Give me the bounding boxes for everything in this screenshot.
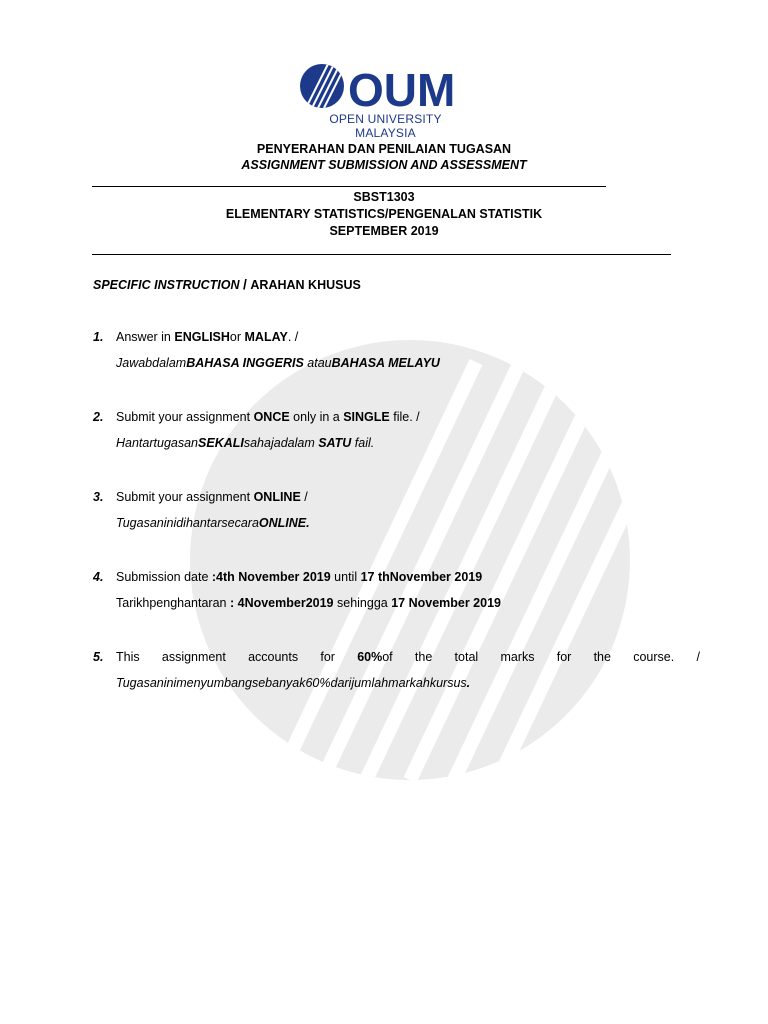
heading-english: SPECIFIC INSTRUCTION xyxy=(93,278,240,292)
item-line-malay: TugasaninidihantarsecaraONLINE. xyxy=(116,516,310,530)
heading-separator: / xyxy=(243,276,247,292)
university-name: OPEN UNIVERSITY MALAYSIA xyxy=(329,112,442,140)
title-malay: PENYERAHAN DAN PENILAIAN TUGASAN xyxy=(256,142,512,156)
heading-malay: ARAHAN KHUSUS xyxy=(250,278,361,292)
item-number: 2. xyxy=(93,410,104,424)
item-line-english: Answer in ENGLISHor MALAY. / xyxy=(116,330,299,344)
course-code: SBST1303 xyxy=(353,190,415,204)
instruction-heading xyxy=(93,276,361,292)
course-name: ELEMENTARY STATISTICS/PENGENALAN STATISTIK xyxy=(225,207,543,221)
item-line-english: This assignment accounts for 60%of the total marks for the course. / xyxy=(116,650,700,664)
semester: SEPTEMBER 2019 xyxy=(329,224,439,238)
svg-text:OUM: OUM xyxy=(348,64,456,116)
item-line-malay: Tugasaninimenyumbangsebanyak60%darijumlahmarkahkursus. xyxy=(116,676,471,690)
item-line-english: Submission date :4th November 2019 until 17 thNovember 2019 xyxy=(116,570,483,584)
divider-1 xyxy=(92,186,606,187)
title-english: ASSIGNMENT SUBMISSION AND ASSESSMENT xyxy=(241,158,527,172)
item-line-malay: HantartugasanSEKALIsahajadalam SATU fail. xyxy=(116,436,375,450)
item-number: 1. xyxy=(93,330,104,344)
item-line-malay: Tarikhpenghantaran : 4November2019 sehingga 17 November 2019 xyxy=(116,596,501,610)
item-line-english: Submit your assignment ONCE only in a SINGLE file. / xyxy=(116,410,420,424)
item-number: 3. xyxy=(93,490,104,504)
item-number: 5. xyxy=(93,650,104,664)
item-number: 4. xyxy=(93,570,104,584)
divider-2 xyxy=(92,254,671,255)
item-line-malay: JawabdalamBAHASA INGGERIS atauBAHASA MELAYU xyxy=(116,356,440,370)
item-line-english: Submit your assignment ONLINE / xyxy=(116,490,308,504)
